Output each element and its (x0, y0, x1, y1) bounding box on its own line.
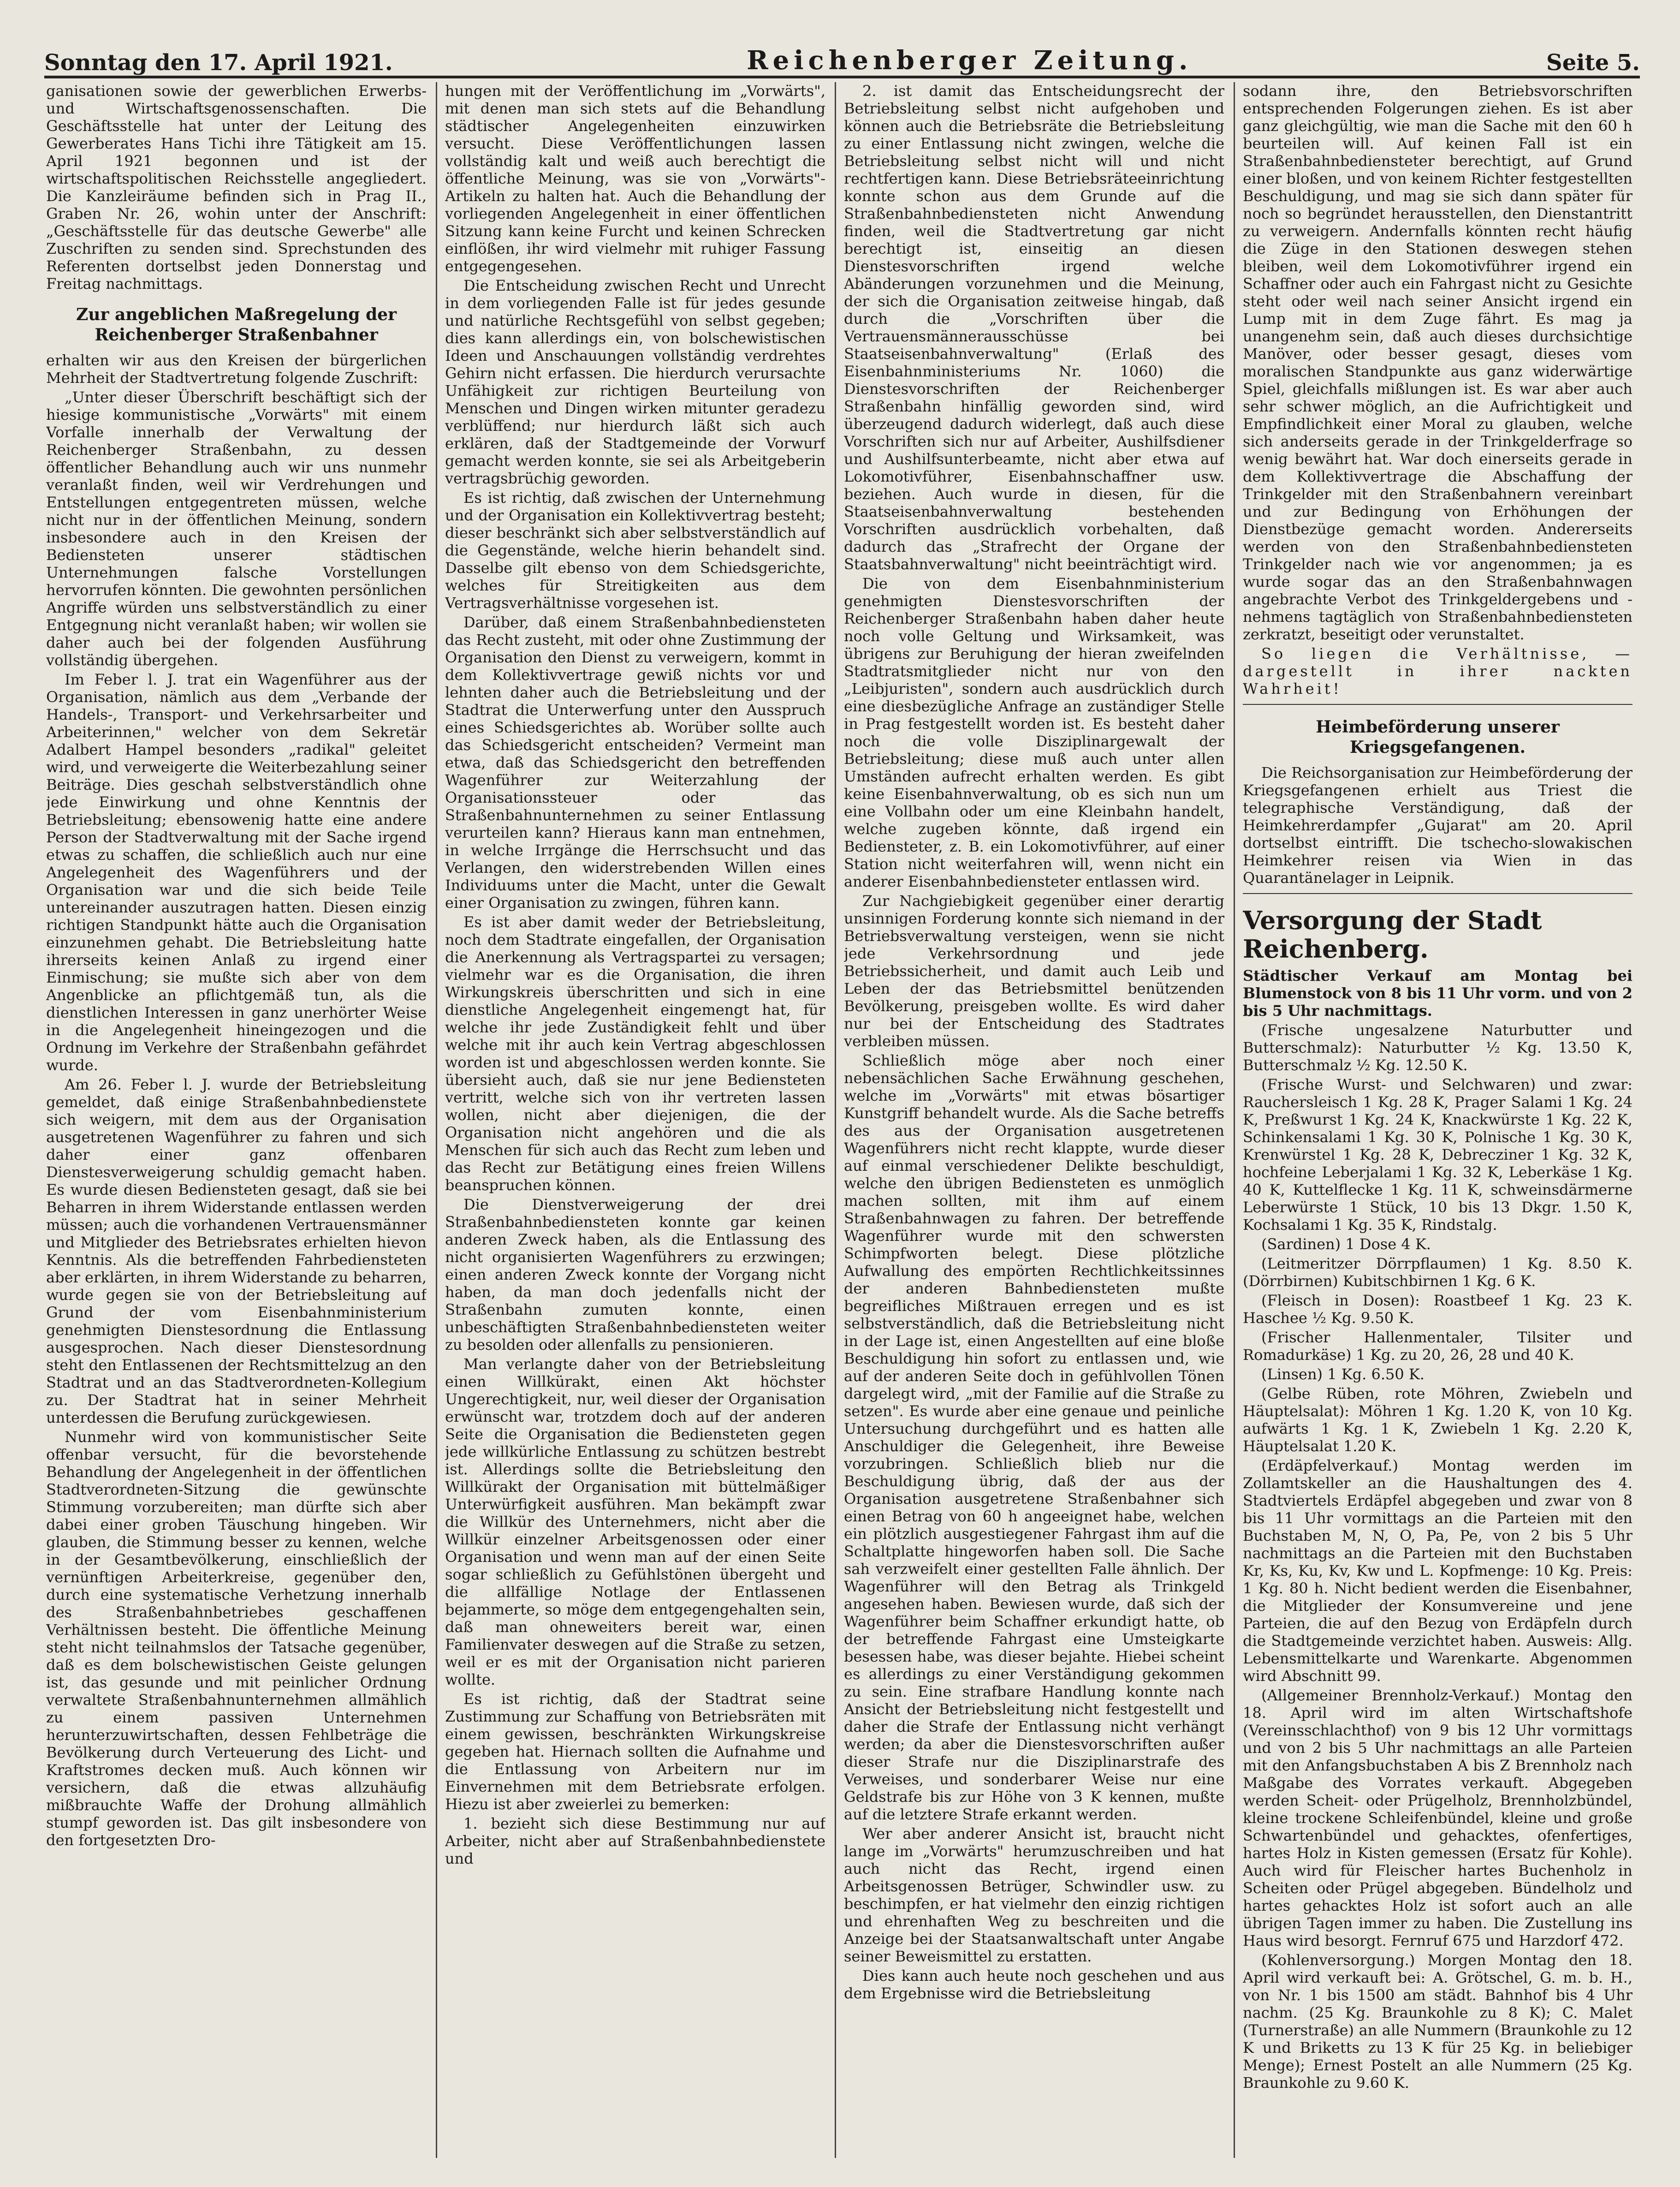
list-item: (Gelbe Rüben, rote Möhren, Zwiebeln und Häuptelsalat): Möhren 1 Kg. 1.20 K, von 10 Kg. aufwärts 1 Kg. 1 K, Zwiebeln 1 Kg. 2.20 K, Häuptelsalat 1.20 K. (1243, 1385, 1633, 1455)
list-item: (Sardinen) 1 Dose 4 K. (1261, 1235, 1431, 1253)
list-item: (Kohlenversorgung.) Morgen Montag den 18. April wird verkauft bei: A. Grötschel, G. m. b. H., von Nr. 1 bis 1500 am städt. Bahnhof bis 4 Uhr nachm. (25 Kg. Braunkohle zu 8 K); C. Malet (Turnerstraße) an alle Nummern (Braunkohle zu 12 K und Briketts zu 13 K für 25 Kg. in beliebiger Menge); Ernest Postelt an alle Nummern (25 Kg. Braunkohle zu 9.60 K. (1243, 1951, 1633, 2092)
paragraph: 1. bezieht sich diese Bestimmung nur auf Arbeiter, nicht aber auf Straßenbahnbedienstete und (445, 1815, 825, 1867)
paragraph: So liegen die Verhältnisse, — dargestellt in ihrer nackten Wahrheit! (1243, 645, 1633, 697)
paragraph: Im Feber l. J. trat ein Wagenführer aus der Organisation, nämlich aus dem „Verbande der Handels-, Transport- und Verkehrsarbeiter und Arbeiterinnen," welcher von dem Sekretär Adalbert Hampel besonders „radikal" geleitet wird, und verweigerte die Weiterbezahlung seiner Beiträge. Dies geschah selbstverständlich ohne jede Einwirkung und ohne Kenntnis der Betriebsleitung; ebensowenig hatte eine andere Person der Stadtverwaltung mit der Sache irgend etwas zu schaffen, die schließlich auch nur eine Angelegenheit des Wagenführers und der Organisation war und die sich beide Teile untereinander auszutragen hatten. Diesen einzig richtigen Standpunkt hätte auch die Organisation einzunehmen gehabt. Die Betriebsleitung hatte ihrerseits keinen Anlaß zu irgend einer Einmischung; sie mußte sich aber von dem Angenblicke an pflichtgemäß tun, als die dienstlichen Interessen in ganz unerhörter Weise in die Angelegenheit hineingezogen und die Ordnung im Verkehre der Straßenbahn gefährdet wurde. (46, 671, 427, 1074)
column-4 (1243, 82, 1633, 2158)
paragraph: Wer aber anderer Ansicht ist, braucht nicht lange im „Vorwärts" herumzuschreiben und hat auch nicht das Recht, irgend einen Arbeitsgenossen Betrüger, Schwindler usw. zu beschimpfen, er hat vielmehr den einzig richtigen und ehrenhaften Weg zu beschreiten und die Anzeige bei der Staatsanwaltschaft unter Angabe seiner Beweismittel zu erstatten. (844, 1825, 1224, 1965)
list-item: (Allgemeiner Brennholz-Verkauf.) Montag den 18. April wird im alten Wirtschaftshofe (Vereinsschlachthof) von 9 bis 12 Uhr vormittags und von 2 bis 5 Uhr nachmittags an alle Parteien mit den Anfangsbuchstaben A bis Z Brennholz nach Maßgabe des Vorrates verkauft. Abgegeben werden Scheit- oder Prügelholz, Brennholzbündel, kleine trockene Schleifenbündel, kleine und große Schwartenbündel und gehacktes, ofenfertiges, hartes Holz in Kisten gemessen (Ersatz für Kohle). Auch wird für Fleischer hartes Buchenholz in Scheiten oder Prügel abgegeben. Bündelholz und hartes gehacktes Holz ist sofort auch an alle übrigen Tagen immer zu haben. Die Zustellung ins Haus wird besorgt. Fernruf 675 und Harzdorf 472. (1243, 1686, 1633, 1949)
page-header (44, 36, 1640, 78)
column-1 (46, 82, 427, 2158)
paragraph: hungen mit der Veröffentlichung im „Vorwärts", mit denen man sich stets auf die Behandlung städtischer Angelegenheiten einzuwirken versucht. Diese Veröffentlichungen lassen vollständig kalt und weiß auch berechtigt die öffentliche Meinung, was sie von „Vorwärts"-Artikeln zu halten hat. Auch die Behandlung der vorliegenden Angelegenheit in einer öffentlichen Sitzung kann keine Furcht und keinen Schrecken einflößen, ihr wird vielmehr mit ruhiger Fassung entgegengesehen. (445, 82, 825, 275)
paragraph: Zur Nachgiebigkeit gegenüber einer derartig unsinnigen Forderung konnte sich niemand in der Betriebsverwaltung versteigen, wenn sie nicht jede Verkehrsordnung und jede Betriebssicherheit, und damit auch Leib und Leben der das Betriebsmittel benützenden Bevölkerung, preisgeben wollte. Es wird daher nur bei der Entscheidung des Stadtrates verbleiben müssen. (844, 892, 1224, 1050)
paragraph: Die Reichsorganisation zur Heimbeförderung der Kriegsgefangenen erhielt aus Triest die telegraphische Verständigung, daß der Heimkehrerdampfer „Gujarat" am 20. April dortselbst eintrifft. Die tschecho-slowakischen Heimkehrer reisen via Wien in das Quarantänelager in Leipnik. (1243, 764, 1633, 887)
list-item: (Frische ungesalzene Naturbutter und Butterschmalz): Naturbutter ½ Kg. 13.50 K, Butterschmalz ½ Kg. 12.50 K. (1243, 1021, 1633, 1074)
article-intro: ganisationen sowie der gewerblichen Erwerbs- und Wirtschaftsgenossenschaften. Die Geschäftsstelle hat unter der Leitung des Gewerberates Hans Tichi ihre Tätigkeit am 15. April 1921 begonnen und ist der wirtschaftspolitischen Reichsstelle angegliedert. Die Kanzleiräume befinden sich in Prag II., Graben Nr. 26, wohin unter der Anschrift: „Geschäftsstelle für das deutsche Gewerbe" alle Zuschriften zu senden sind. Sprechstunden des Referenten dortselbst jeden Donnerstag und Freitag nachmittags. (46, 82, 427, 292)
list-item: (Frische Wurst- und Selchwaren) und zwar: Rauchersleisch 1 Kg. 28 K, Prager Salami 1 Kg. 24 K, Preßwurst 1 Kg. 24 K, Knackwürste 1 Kg. 22 K, Schinkensalami 1 Kg. 30 K, Polnische 1 Kg. 30 K, Krenwürstel 1 Kg. 28 K, Debrecziner 1 Kg. 32 K, hochfeine Leberjalami 1 Kg. 32 K, Leberkäse 1 Kg. 40 K, Kuttelflecke 1 Kg. 11 K, schweinsdärmerne Leberwürste 1 Stück, 10 bis 13 Dkgr. 1.50 K, Kochsalami 1 Kg. 35 K, Rindstalg. (1243, 1076, 1633, 1234)
page-number: Seite 5. (1546, 50, 1640, 76)
list-item: (Frischer Hallenmentaler, Tilsiter und Romadurkäse) 1 Kg. zu 20, 26, 28 und 40 K. (1243, 1329, 1633, 1364)
list-item: (Leitmeritzer Dörrpflaumen) 1 Kg. 8.50 K. (Dörrbirnen) Kubitschbirnen 1 Kg. 6 K. (1243, 1255, 1633, 1290)
paragraph: Am 26. Feber l. J. wurde der Betriebsleitung gemeldet, daß einige Straßenbahnbedienstete sich weigern, mit dem aus der Organisation ausgetretenen Wagenführer zu fahren und sich daher einer ganz offenbaren Dienstesverweigerung schuldig gemacht haben. Es wurde diesen Bediensteten gesagt, daß sie bei Beharren in ihrem Widerstande entlassen werden müssen; auch die vorhandenen Vertrauensmänner und Mitglieder des Betriebsrates erhielten hievon Kenntnis. Als die betreffenden Fahrbediensteten aber erklärten, in ihrem Widerstande zu beharren, wurde gegen sie von der Betriebsleitung auf Grund der vom Eisenbahnministerium genehmigten Dienstesordnung die Entlassung ausgesprochen. Nach dieser Dienstesordnung steht den Entlassenen der Rechtsmittelzug an den Stadtrat und an das Stadtverordneten-Kollegium zu. Der Stadtrat hat in seiner Mehrheit unterdessen die Berufung zurückgewiesen. (46, 1076, 427, 1426)
newspaper-title: Reichenberger Zeitung. (747, 45, 1193, 76)
subheading-verkauf: Städtischer Verkauf am Montag bei Blumenstock von 8 bis 11 Uhr vorm. und von 2 bis 5 Uhr nachmittags. (1243, 967, 1633, 1019)
paragraph: Es ist aber damit weder der Betriebsleitung, noch dem Stadtrate eingefallen, der Organisation die Anerkennung als Vertragspartei zu versagen; vielmehr war es die Organisation, die ihren Wirkungskreis überschritten und sich in eine dienstliche Angelegenheit eingemengt hat, für welche ihr jede Zuständigkeit fehlt und über welche mit ihr auch kein Vertrag abgeschlossen worden ist und abgeschlossen werden konnte. Sie übersieht auch, daß sie nur jene Bediensteten vertritt, welche sich von ihr vertreten lassen wollen, nicht aber diejenigen, die der Organisation nicht angehören und die als Menschen für sich auch das Recht zum leben und das Recht zur Betätigung eines freien Willens beanspruchen können. (445, 913, 825, 1194)
paragraph: Die Dienstverweigerung der drei Straßenbahnbediensteten konnte gar keinen anderen Zweck haben, als die Entlassung des nicht organisierten Wagenführers zu erzwingen; einen anderen Zweck konnte der Vorgang nicht haben, da man doch jedenfalls nicht der Straßenbahn zumuten konnte, einen unbeschäftigten Straßenbahnbediensteten weiter zu besolden oder allenfalls zu pensionieren. (445, 1196, 825, 1353)
paragraph: Nunmehr wird von kommunistischer Seite offenbar versucht, für die bevorstehende Behandlung der Angelegenheit in der öffentlichen Stadtverordneten-Sitzung die gewünschte Stimmung vorzubereiten; man dürfte sich aber dabei einer groben Täuschung hingeben. Wir glauben, die Stimmung besser zu kennen, welche in der Gesamtbevölkerung, einschließlich der vernünftigen Arbeiterkreise, gegenüber den, durch eine systematische Verhetzung innerhalb des Straßenbahnbetriebes geschaffenen Verhältnissen besteht. Die öffentliche Meinung steht nicht teilnahmslos der Tatsache gegenüber, daß es dem bolschewistischen Geiste gelungen ist, das gesunde und mit peinlicher Ordnung verwaltete Straßenbahnunternehmen allmählich zu einem passiven Unternehmen herunterzuwirtschaften, dessen Fehlbeträge die Bevölkerung durch Verteuerung des Licht- und Kraftstromes decken muß. Auch können wir versichern, daß die etwas allzuhäufig mißbrauchte Waffe der Drohung allmählich stumpf geworden ist. Das gilt insbesondere von den fortgesetzten Dro- (46, 1428, 427, 1849)
article-heading-versorgung: Versorgung der Stadt Reichenberg. (1243, 906, 1542, 964)
column-divider (436, 82, 437, 2158)
column-2 (445, 82, 825, 2158)
paragraph: Schließlich möge aber noch einer nebensächlichen Sache Erwähnung geschehen, welche im „Vorwärts" mit etwas bösartiger Kunstgriff behandelt wurde. Als die Sache betreffs des aus der Organisation ausgetretenen Wagenführers nicht recht klappte, wurde dieser auf einmal verschiedener Delikte beschuldigt, welche den übrigen Bediensteten es unmöglich machen sollten, mit ihm auf einem Straßenbahnwagen zu fahren. Der betreffende Wagenführer wurde mit den schwersten Schimpfworten belegt. Diese plötzliche Aufwallung des empörten Rechtlichkeitssinnes der anderen Bahnbediensteten mußte begreifliches Mißtrauen erregen und es ist selbstverständlich, daß die Betriebsleitung nicht in der Lage ist, einen Angestellten auf eine bloße Beschuldigung hin sofort zu entlassen und, wie auf der anderen Seite doch in gefühlvollen Tönen dargelegt wird, „mit der Familie auf die Straße zu setzen". Es wurde aber eine genaue und peinliche Untersuchung durchgeführt und es hatten alle Anschuldiger die Gelegenheit, ihre Beweise vorzubringen. Schließlich blieb nur die Beschuldigung übrig, daß der aus der Organisation ausgetretene Straßenbahner sich einen Betrag von 60 h angeeignet habe, welchen ein plötzlich ausgestiegener Fahrgast ihm auf die Schaltplatte hingeworfen haben soll. Die Sache sah verzweifelt einer gestellten Falle ähnlich. Der Wagenführer will den Betrag als Trinkgeld angesehen haben. Bewiesen wurde, daß sich der Wagenführer beim Schaffner erkundigt hatte, ob der betreffende Fahrgast eine Umsteigkarte besessen habe, was dieser bejahte. Hiebei scheint es allerdings zu einer Verständigung gekommen zu sein. Eine strafbare Handlung konnte nach Ansicht der Betriebsleitung nicht festgestellt und daher die Strafe der Entlassung nicht verhängt werden; da aber die Dienstesvorschriften außer dieser Strafe nur die Disziplinarstrafe des Verweises, und sonderbarer Weise nur eine Geldstrafe bis zur Höhe von 3 K kennen, mußte auf die letztere Strafe erkannt werden. (844, 1052, 1224, 1823)
column-divider (835, 82, 836, 2158)
paragraph: „Unter dieser Überschrift beschäftigt sich der hiesige kommunistische „Vorwärts" mit einem Vorfalle innerhalb der Verwaltung der Reichenberger Straßenbahn, zu dessen öffentlicher Behandlung auch wir uns nunmehr veranlaßt finden, weil wir Verdrehungen und Entstellungen entgegentreten müssen, welche nicht nur in der öffentlichen Meinung, sondern insbesondere auch in den Kreisen der Bediensteten unserer städtischen Unternehmungen falsche Vorstellungen hervorrufen könnten. Die gewohnten persönlichen Angriffe würden uns selbstverständlich zu einer Entgegnung nicht veranlaßt haben; wir wollen sie daher auch bei der folgenden Ausführung vollständig übergehen. (46, 388, 427, 669)
article-heading-kriegsgefangene: Heimbeförderung unserer Kriegsgefangenen. (1316, 717, 1560, 757)
paragraph: Die von dem Eisenbahnministerium genehmigten Dienstesvorschriften der Reichenberger Straßenbahn haben daher heute noch volle Geltung und Wirksamkeit, was übrigens zur Beruhigung der hieran zweifelnden Stadtratsmitglieder nicht nur von den „Leibjuristen", sondern auch ausdrücklich durch eine diesbezügliche Anfrage an zuständiger Stelle in Prag festgestellt worden ist. Es besteht daher noch die volle Disziplinargewalt der Betriebsleitung; diese muß auch unter allen Umständen aufrecht erhalten werden. Es gibt keine Eisenbahnverwaltung, ob es sich nun um eine Vollbahn oder um eine Kleinbahn handelt, welche zugeben könnte, daß irgend ein Bediensteter, z. B. ein Lokomotivführer, auf einer Station nicht weiterfahren will, wenn nicht ein anderer Eisenbahnbediensteter entlassen wird. (844, 575, 1224, 890)
article-heading-strassenbahner: Zur angeblichen Maßregelung der Reichenberger Straßenbahner (76, 305, 397, 345)
paragraph: Es ist richtig, daß zwischen der Unternehmung und der Organisation ein Kollektivvertrag besteht; dieser beschränkt sich aber selbstverständlich auf die Gegenstände, welche hierin behandelt sind. Dasselbe gilt ebenso von dem Schiedsgerichte, welches für Streitigkeiten aus dem Vertragsverhältnisse vorgesehen ist. (445, 489, 825, 612)
list-item: (Erdäpfelverkauf.) Montag werden im Zollamtskeller an die Haushaltungen des 4. Stadtviertels Erdäpfel abgegeben und zwar von 8 bis 11 Uhr vormittags an die Parteien mit den Buchstaben M, N, O, Pa, Pe, von 2 bis 5 Uhr nachmittags an die Parteien mit den Buchstaben Kr, Ks, Ku, Kv, Kw und L. Kopfmenge: 10 Kg. Preis: 1 Kg. 80 h. Nicht bedient werden die Eisenbahner, die Mitglieder der Konsumvereine und jene Parteien, die auf den Bezug von Erdäpfeln durch die Stadtgemeinde verzichtet haben. Ausweis: Allg. Lebensmittelkarte und Warenkarte. Abgenommen wird Abschnitt 99. (1243, 1457, 1633, 1685)
separator-rule (1243, 893, 1633, 894)
paragraph: Dies kann auch heute noch geschehen und aus dem Ergebnisse wird die Betriebsleitung (844, 1967, 1224, 2002)
paragraph: Die Entscheidung zwischen Recht und Unrecht in dem vorliegenden Falle ist für jedes gesunde und natürliche Rechtsgefühl von selbst gegeben; dies kann allerdings ein, von bolschewistischen Ideen und Anschauungen vollständig verdrehtes Gehirn nicht erfassen. Die hierdurch verursachte Unfähigkeit zur richtigen Beurteilung von Menschen und Dingen wirken mitunter geradezu verblüffend; nur hierdurch läßt sich auch erklären, daß der Stadtgemeinde der Vorwurf gemacht werden konnte, sie sei als Arbeitgeberin vertragsbrüchig geworden. (445, 277, 825, 487)
header-date: Sonntag den 17. April 1921. (44, 50, 393, 76)
paragraph: 2. ist damit das Entscheidungsrecht der Betriebsleitung selbst nicht aufgehoben und können auch die Betriebsräte die Betriebsleitung zu einer Entlassung nicht zwingen, welche die Betriebsleitung selbst nicht will und nicht rechtfertigen kann. Diese Betriebsräteeinrichtung konnte schon aus dem Grunde auf die Straßenbahnbediensteten nicht Anwendung finden, weil die Stadtvertretung gar nicht berechtigt ist, einseitig an diesen Dienstesvorschriften irgend welche Abänderungen vorzunehmen und die Meinung, der sich die Organisation zeitweise hingab, daß durch die „Vorschriften über die Vertrauensmännerausschüsse bei Staatseisenbahnverwaltung" (Erlaß des Eisenbahnministeriums Nr. 1060) die Dienstesvorschriften der Reichenberger Straßenbahn hinfällig geworden sind, wird überzeugend dadurch widerlegt, daß auch diese Vorschriften sich nur auf Arbeiter, Aushilfsdiener und Aushilfsunterbeamte, nicht aber etwa auf Lokomotivführer, Eisenbahnschaffner usw. beziehen. Auch wurde in diesen, für die Staatseisenbahnverwaltung bestehenden Vorschriften ausdrücklich vorbehalten, daß dadurch das „Strafrecht der Organe der Staatsbahnverwaltung" nicht beeinträchtigt wird. (844, 82, 1224, 573)
paragraph: Man verlangte daher von der Betriebsleitung einen Willkürakt, einen Akt höchster Ungerechtigkeit, nur, weil dieser der Organisation erwünscht war, trotzdem doch auf der anderen Seite die Organisation die Bediensteten gegen jede willkürliche Entlassung zu schützen bestrebt ist. Allerdings sollte die Betriebsleitung den Willkürakt der Organisation mit büttelmäßiger Unterwürfigkeit ausführen. Man bekämpft zwar die Willkür des Unternehmers, nicht aber die Willkür einzelner Arbeitsgenossen oder einer Organisation und wenn man auf der einen Seite sogar schließlich zu Gefühlstönen übergeht und die allfällige Notlage der Entlassenen bejammerte, so möge dem entgegengehalten sein, daß man ohneweiters bereit war, einen Familienvater deswegen auf die Straße zu setzen, weil er es mit der Organisation nicht parieren wollte. (445, 1355, 825, 1688)
list-item: (Fleisch in Dosen): Roastbeef 1 Kg. 23 K. Haschee ½ Kg. 9.50 K. (1243, 1292, 1633, 1327)
paragraph: sodann ihre, den Betriebsvorschriften entsprechenden Folgerungen ziehen. Es ist aber ganz gleichgültig, wie man die Sache mit den 60 h beurteilen will. Auf keinen Fall ist ein Straßenbahnbediensteter berechtigt, auf Grund einer bloßen, und von keinem Richter festgestellten Beschuldigung, und mag sie sich dann später für noch so begründet herausstellen, den Dienstantritt zu verweigern. Andernfalls könnten recht häufig die Züge in den Stationen deswegen stehen bleiben, weil dem Lokomotivführer irgend ein Schaffner oder auch ein Fahrgast nicht zu Gesichte steht oder weil nach seiner Ansicht irgend ein Lump mit in dem Zuge fährt. Es mag ja unangenehm sein, daß auch dieses durchsichtige Manöver, oder besser gesagt, dieses vom moralischen Standpunkte aus ganz widerwärtige Spiel, gleichfalls mißlungen ist. Es war aber auch sehr schwer möglich, an die Aufrichtigkeit und Empfindlichkeit einer Moral zu glauben, welche sich anderseits gerade in der Trinkgelderfrage so wenig bewährt hat. War doch einerseits gerade in dem Kollektivvertrage die Abschaffung der Trinkgelder mit den Straßenbahnern vereinbart und zur Bedingung von Erhöhungen der Dienstbezüge gemacht worden. Andererseits werden von den Straßenbahnbediensteten Trinkgelder nach wie vor angenommen; ja es wurde sogar das an den Straßenbahnwagen angebrachte Verbot des Trinkgeldergebens und -nehmens tagtäglich von Straßenbahnbediensteten zerkratzt, beseitigt oder verunstaltet. (1243, 82, 1633, 643)
paragraph: Es ist richtig, daß der Stadtrat seine Zustimmung zur Schaffung von Betriebsräten mit einem gewissen, beschränkten Wirkungskreise gegeben hat. Hiernach sollten die Aufnahme und die Entlassung von Arbeitern nur im Einvernehmen mit dem Betriebsrate erfolgen. Hiezu ist aber zweierlei zu bemerken: (445, 1690, 825, 1813)
list-item: (Linsen) 1 Kg. 6.50 K. (1261, 1365, 1425, 1383)
paragraph: Darüber, daß einem Straßenbahnbediensteten das Recht zusteht, mit oder ohne Zustimmung der Organisation den Dienst zu verweigern, kommt in dem Kollektivvertrage gewiß nichts vor und lehnten daher auch die Betriebsleitung und der Stadtrat die Unterwerfung unter den Ausspruch eines Schiedsgerichtes ab. Worüber sollte auch das Schiedsgericht entscheiden? Vermeint man etwa, daß das Schiedsgericht den betreffenden Wagenführer zur Weiterzahlung der Organisationssteuer oder das Straßenbahnunternehmen zu seiner Entlassung verurteilen kann? Hieraus kann man entnehmen, in welche Irrgänge die Herrschsucht und das Verlangen, den widerstrebenden Willen eines Individuums unter die Macht, unter die Gewalt einer Organisation zu zwingen, führen kann. (445, 614, 825, 912)
separator-rule (1243, 704, 1633, 705)
column-divider (1234, 82, 1235, 2158)
paragraph: erhalten wir aus den Kreisen der bürgerlichen Mehrheit der Stadtvertretung folgende Zuschrift: (46, 352, 427, 387)
column-3 (844, 82, 1224, 2158)
